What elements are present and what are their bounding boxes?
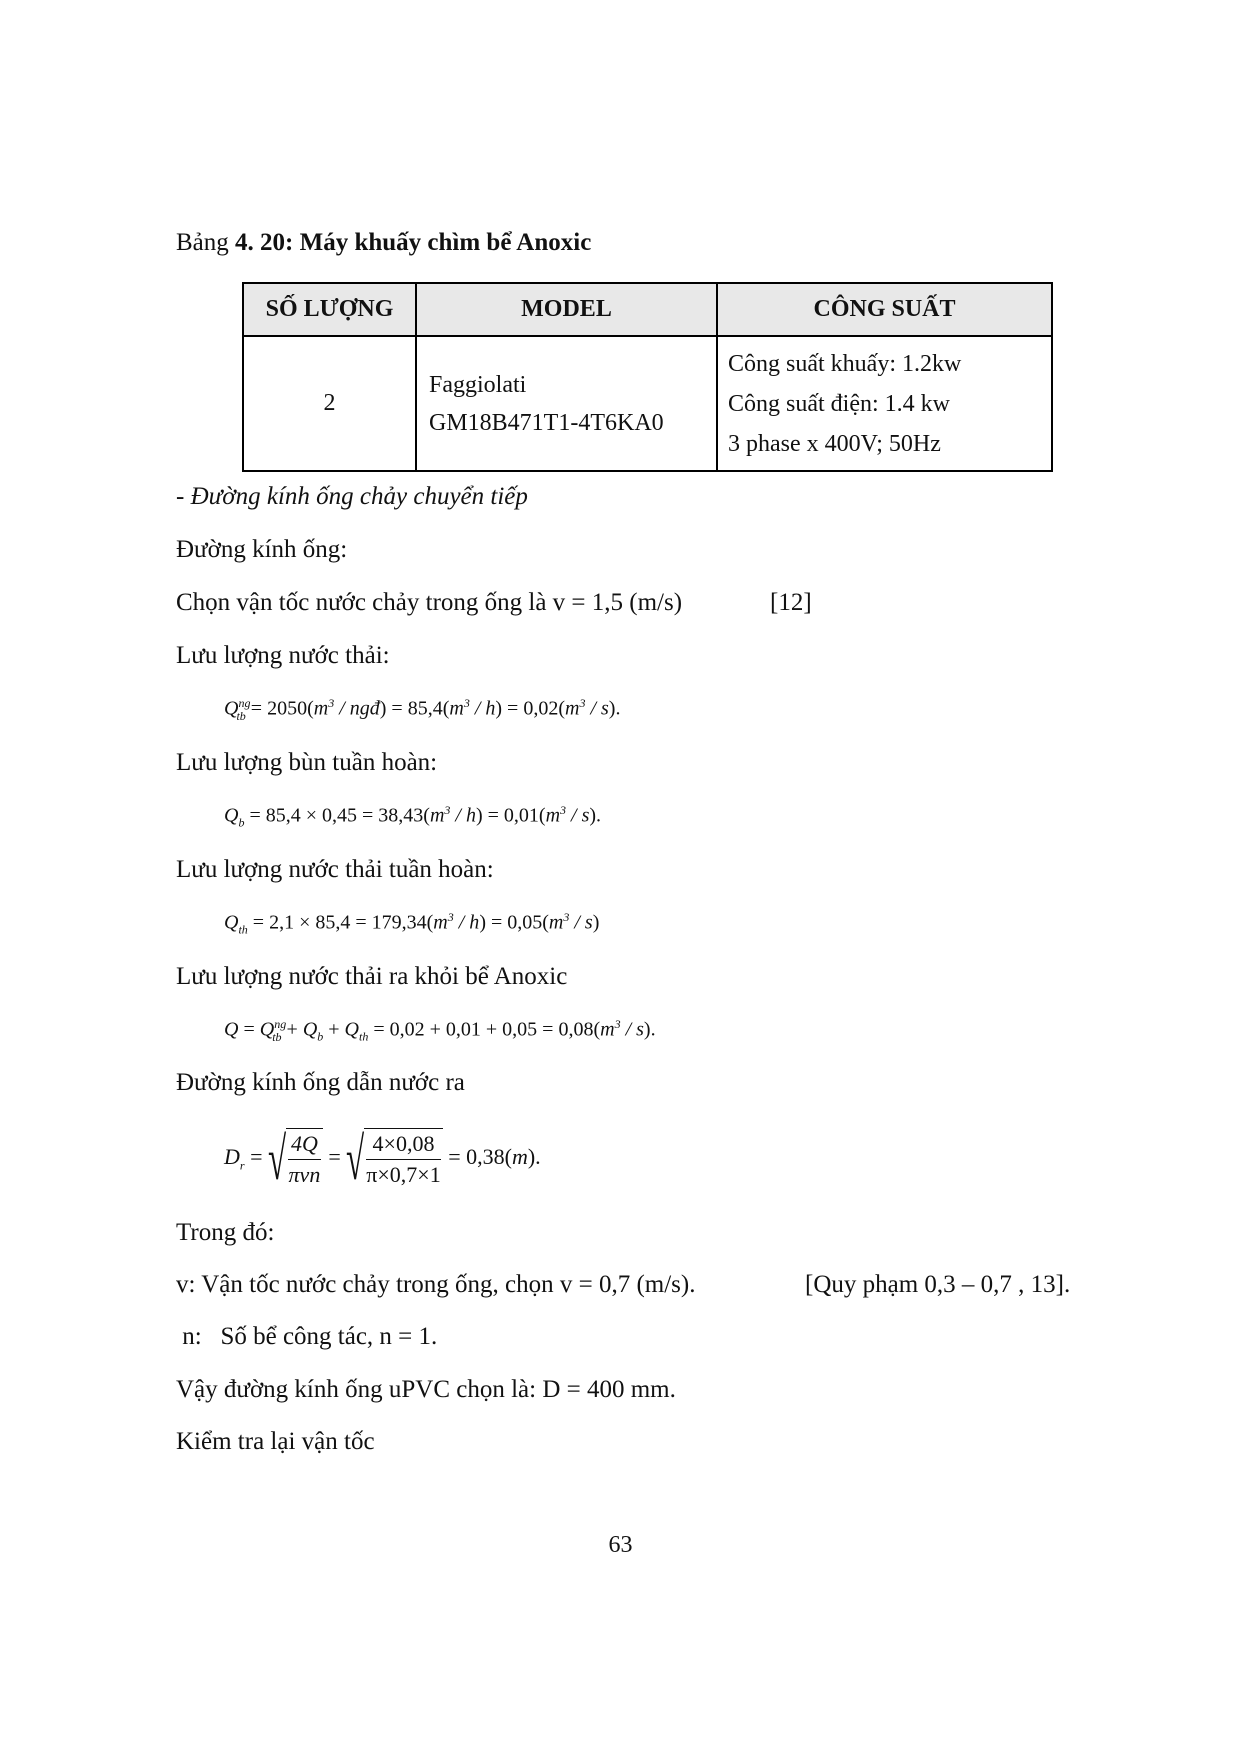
- power-line: 3 phase x 400V; 50Hz: [728, 430, 941, 457]
- text-conclusion: Vậy đường kính ống uPVC chọn là: D = 400 mm.: [176, 1376, 676, 1403]
- power-line: Công suất khuấy: 1.2kw: [728, 350, 962, 377]
- cell-quantity: 2: [243, 336, 416, 471]
- text-where: Trong đó:: [176, 1219, 275, 1246]
- text-recirc-flow: Lưu lượng nước thải tuần hoàn:: [176, 856, 494, 883]
- text-sludge-flow: Lưu lượng bùn tuần hoàn:: [176, 749, 438, 776]
- cell-power: [717, 336, 1052, 471]
- mixer-spec-table: [242, 282, 1053, 472]
- table-row: [243, 336, 1052, 471]
- caption-title: 4. 20: Máy khuấy chìm bể Anoxic: [235, 229, 592, 256]
- formula-recirc-flow: $Q_{th} = 2,1 \times 85,4 = 179,34(m^3 / h) = 0,05(m^3 / s)$: [224, 910, 600, 937]
- formula-sludge-flow: $Q_b = 85,4 \times 0,45 = 38,43(m^3 / h) = 0,01(m^3 / s)$.: [224, 803, 602, 830]
- text-pipe-diameter: Đường kính ống:: [176, 536, 348, 563]
- table-header-row: [243, 283, 1052, 336]
- text-outflow: Lưu lượng nước thải ra khỏi bể Anoxic: [176, 963, 568, 990]
- page-number: 63: [608, 1532, 633, 1558]
- caption-prefix: Bảng: [176, 229, 236, 256]
- v-reference: [Quy phạm 0,3 – 0,7 , 13].: [805, 1271, 1071, 1298]
- table-caption: [176, 228, 591, 258]
- model-line: Faggiolati: [429, 371, 527, 398]
- cell-model: [416, 336, 717, 471]
- header-power: CÔNG SUẤT: [717, 283, 1052, 336]
- text-n-definition: n: Số bể công tác, n = 1.: [176, 1323, 438, 1350]
- formula-wastewater-flow: $Q^{ng}_{tb} = 2050(m^3$ / ngđ) = $85,4(m^3 / h) = 0,02(m^3 / s)$.: [224, 696, 621, 723]
- formula-outflow: $Q = Q^{ng}_{tb} + Q_b + Q_{th} = 0,02 + 0,01 + 0,05 = 0,08(m^3 / s)$.: [224, 1017, 656, 1044]
- text-wastewater-flow: Lưu lượng nước thải:: [176, 642, 390, 669]
- header-quantity: SỐ LƯỢNG: [243, 283, 416, 336]
- text-check-velocity: Kiểm tra lại vận tốc: [176, 1428, 375, 1455]
- sqrt-symbol: √ $\frac{4Q}{\text{πvn}}$: [268, 1128, 323, 1190]
- formula-outlet-diameter: $D_r$ = √ $\frac{4Q}{\text{πvn}}$ = √ $\frac{4\times 0,08}{\pi\times 0,7\times 1}$ = 0,38(m).: [224, 1126, 541, 1192]
- model-line: GM18B471T1-4T6KA0: [429, 409, 664, 436]
- text-velocity-choice: Chọn vận tốc nước chảy trong ống là v = 1,5 (m/s): [176, 589, 683, 616]
- sqrt-symbol: √ $\frac{4\times 0,08}{\pi\times 0,7\times 1}$: [346, 1126, 441, 1192]
- text-v-definition: v: Vận tốc nước chảy trong ống, chọn v = 0,7 (m/s).: [176, 1271, 696, 1298]
- power-line: Công suất điện: 1.4 kw: [728, 390, 950, 417]
- velocity-reference: [12]: [770, 589, 812, 616]
- header-model: MODEL: [416, 283, 717, 336]
- text-outlet-diameter: Đường kính ống dẫn nước ra: [176, 1069, 465, 1096]
- section-heading: - Đường kính ống chảy chuyển tiếp: [176, 483, 528, 510]
